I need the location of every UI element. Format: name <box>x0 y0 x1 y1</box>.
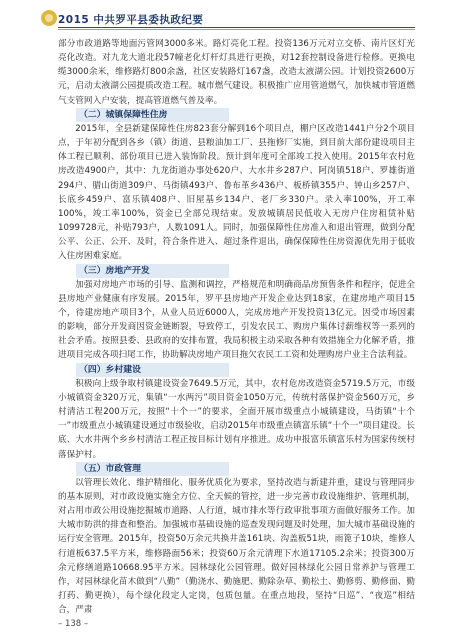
header-title: 2015 中共罗平县委执政纪要 <box>58 14 204 26</box>
header-rule-thin <box>58 29 415 30</box>
paragraph-municipal: 以管理长效化、维护精细化、服务优质化为要求，坚持改造与新建并重，建设与管理同步的基本原则，对市政设施实施全方位、全天候的管控，进一步完善市政设施维护、管理机制，对占用市政公用设施挖掘城市道路、人行道，城市排水等行政审批事项方面做好服务工作。加大城市防洪的排查和整治。加强城市基础设施的巡查发现问题及时处理，加大城市基础设施的运行安全管理。2015年，投资50万余元共换井盖161块、沟盖板51块，雨篦子10块，维修人行道板637.5平方米，维修路面56米；投资60万余元清理下水道17105.2余米；投资300万余元修缮道路10668.95平方米。园林绿化公园管理。做好园林绿化公园日常养护与管理工作，对园林绿化苗木做到“八勤”（勤浇水、勤施肥、勤除杂草、勤松土、勤修剪、勤修面、勤打药、勤更换），每个绿化段定人定岗，包质包量。在重点地段，坚持“日巡”、“夜巡”相结合，严肃 <box>58 477 415 616</box>
section-heading-rural: （四）乡村建设 <box>76 363 229 377</box>
paragraph-housing: 2015年，全县新建保障性住房823套分解到16个项目点，棚户区改造1441户分2个项目点，于年初分配到各乡（镇）街道、县粮油加工厂、县拖修厂实施，到目前大部份建设项目主体工程已顺利、部份项目已进入装饰阶段。预计到年度可全部竣工投入使用。2015年农村危房改造4900户，其中：九龙街道办事处620户、大水井乡287户、阿岗镇518户、罗雄街道294户、腊山街道309户、马街镇493户、鲁布革乡436户、板桥镇355户、钟山乡257户、长底乡459户、富乐镇408户、旧屋基乡134户、老厂乡330户。录入率100%，开工率100%，竣工率100%，资金已全部兑现结束。发放城镇居民低收入无房户住房租赁补贴1099728元，补贴793户，人数1091人。同时，加强保障性住房准入和退出管理，做到分配公平、公正、公开、及时，符合条件进入、超过条件退出，确保保障性住房资源优先用于低收入住房困难家庭。 <box>58 123 415 262</box>
section-heading-real-estate: （三）房地产开发 <box>76 264 229 278</box>
body-text <box>58 37 415 617</box>
paragraph-continued: 部分市政道路等地面污管网3000多米。路灯亮化工程。投资136万元对立交桥、南片区灯光亮化改造。对九龙大道北段57幢老化灯杆灯具进行更换，对12套控制设备进行检修。更换电缆3000余米，维修路灯800余盏，社区安装路灯167盏，改造太液湖公园。计划投资2600万元，启动太液湖公园提质改造工程。城市燃气建设。积极推广应用管道燃气，加快城市管道燃气支管网入户安装，提高管道燃气普及率。 <box>58 39 415 106</box>
page-header <box>0 0 471 30</box>
header-emblem-icon <box>41 10 57 26</box>
section-heading-housing: （二）城镇保障性住房 <box>76 108 229 122</box>
paragraph-real-estate: 加强对房地产市场的引导、监测和调控，严格规范和明确商品房预售条件和程序，促进全县房地产业健康有序发展。2015年，罗平县房地产开发企业达到18家，在建房地产项目15个，待建房地产项目3个，从业人员近6000人，完成房地产开发投资13亿元。因受市场因素的影响，部分开发商因资金链断裂，导致停工，引发农民工、购房户集体讨薪维权等一系列的社会矛盾。按照县委、县政府的安排布置，我局积极主动采取各种有效措施全力化解矛盾，推进项目完成各项扫尾工作，协助解决房地产项目拖欠农民工工资和处理购房户业主合法利益。 <box>58 279 415 361</box>
header-rule <box>58 27 415 28</box>
section-heading-municipal: （五）市政管理 <box>76 462 229 476</box>
page-number: – 138 – <box>58 619 89 629</box>
paragraph-rural: 积极向上级争取村镇建设资金7649.5万元，其中，农村危房改造资金5719.5万元，市级小城镇资金320万元，集镇“一水两污”项目资金1050万元，传统村落保护资金560万元，乡村清洁工程200万元，按照“十个一”的要求，全面开展市级重点小城镇建设，马街镇“十个一”市级重点小城镇建设通过市级验收，启动2015年市级重点镇富乐镇“十个一”项目建设。长底、大水井两个乡乡村清洁工程正按目标计划有序推进。成功申报富乐镇富乐村为国家传统村落保护村。 <box>58 378 415 460</box>
